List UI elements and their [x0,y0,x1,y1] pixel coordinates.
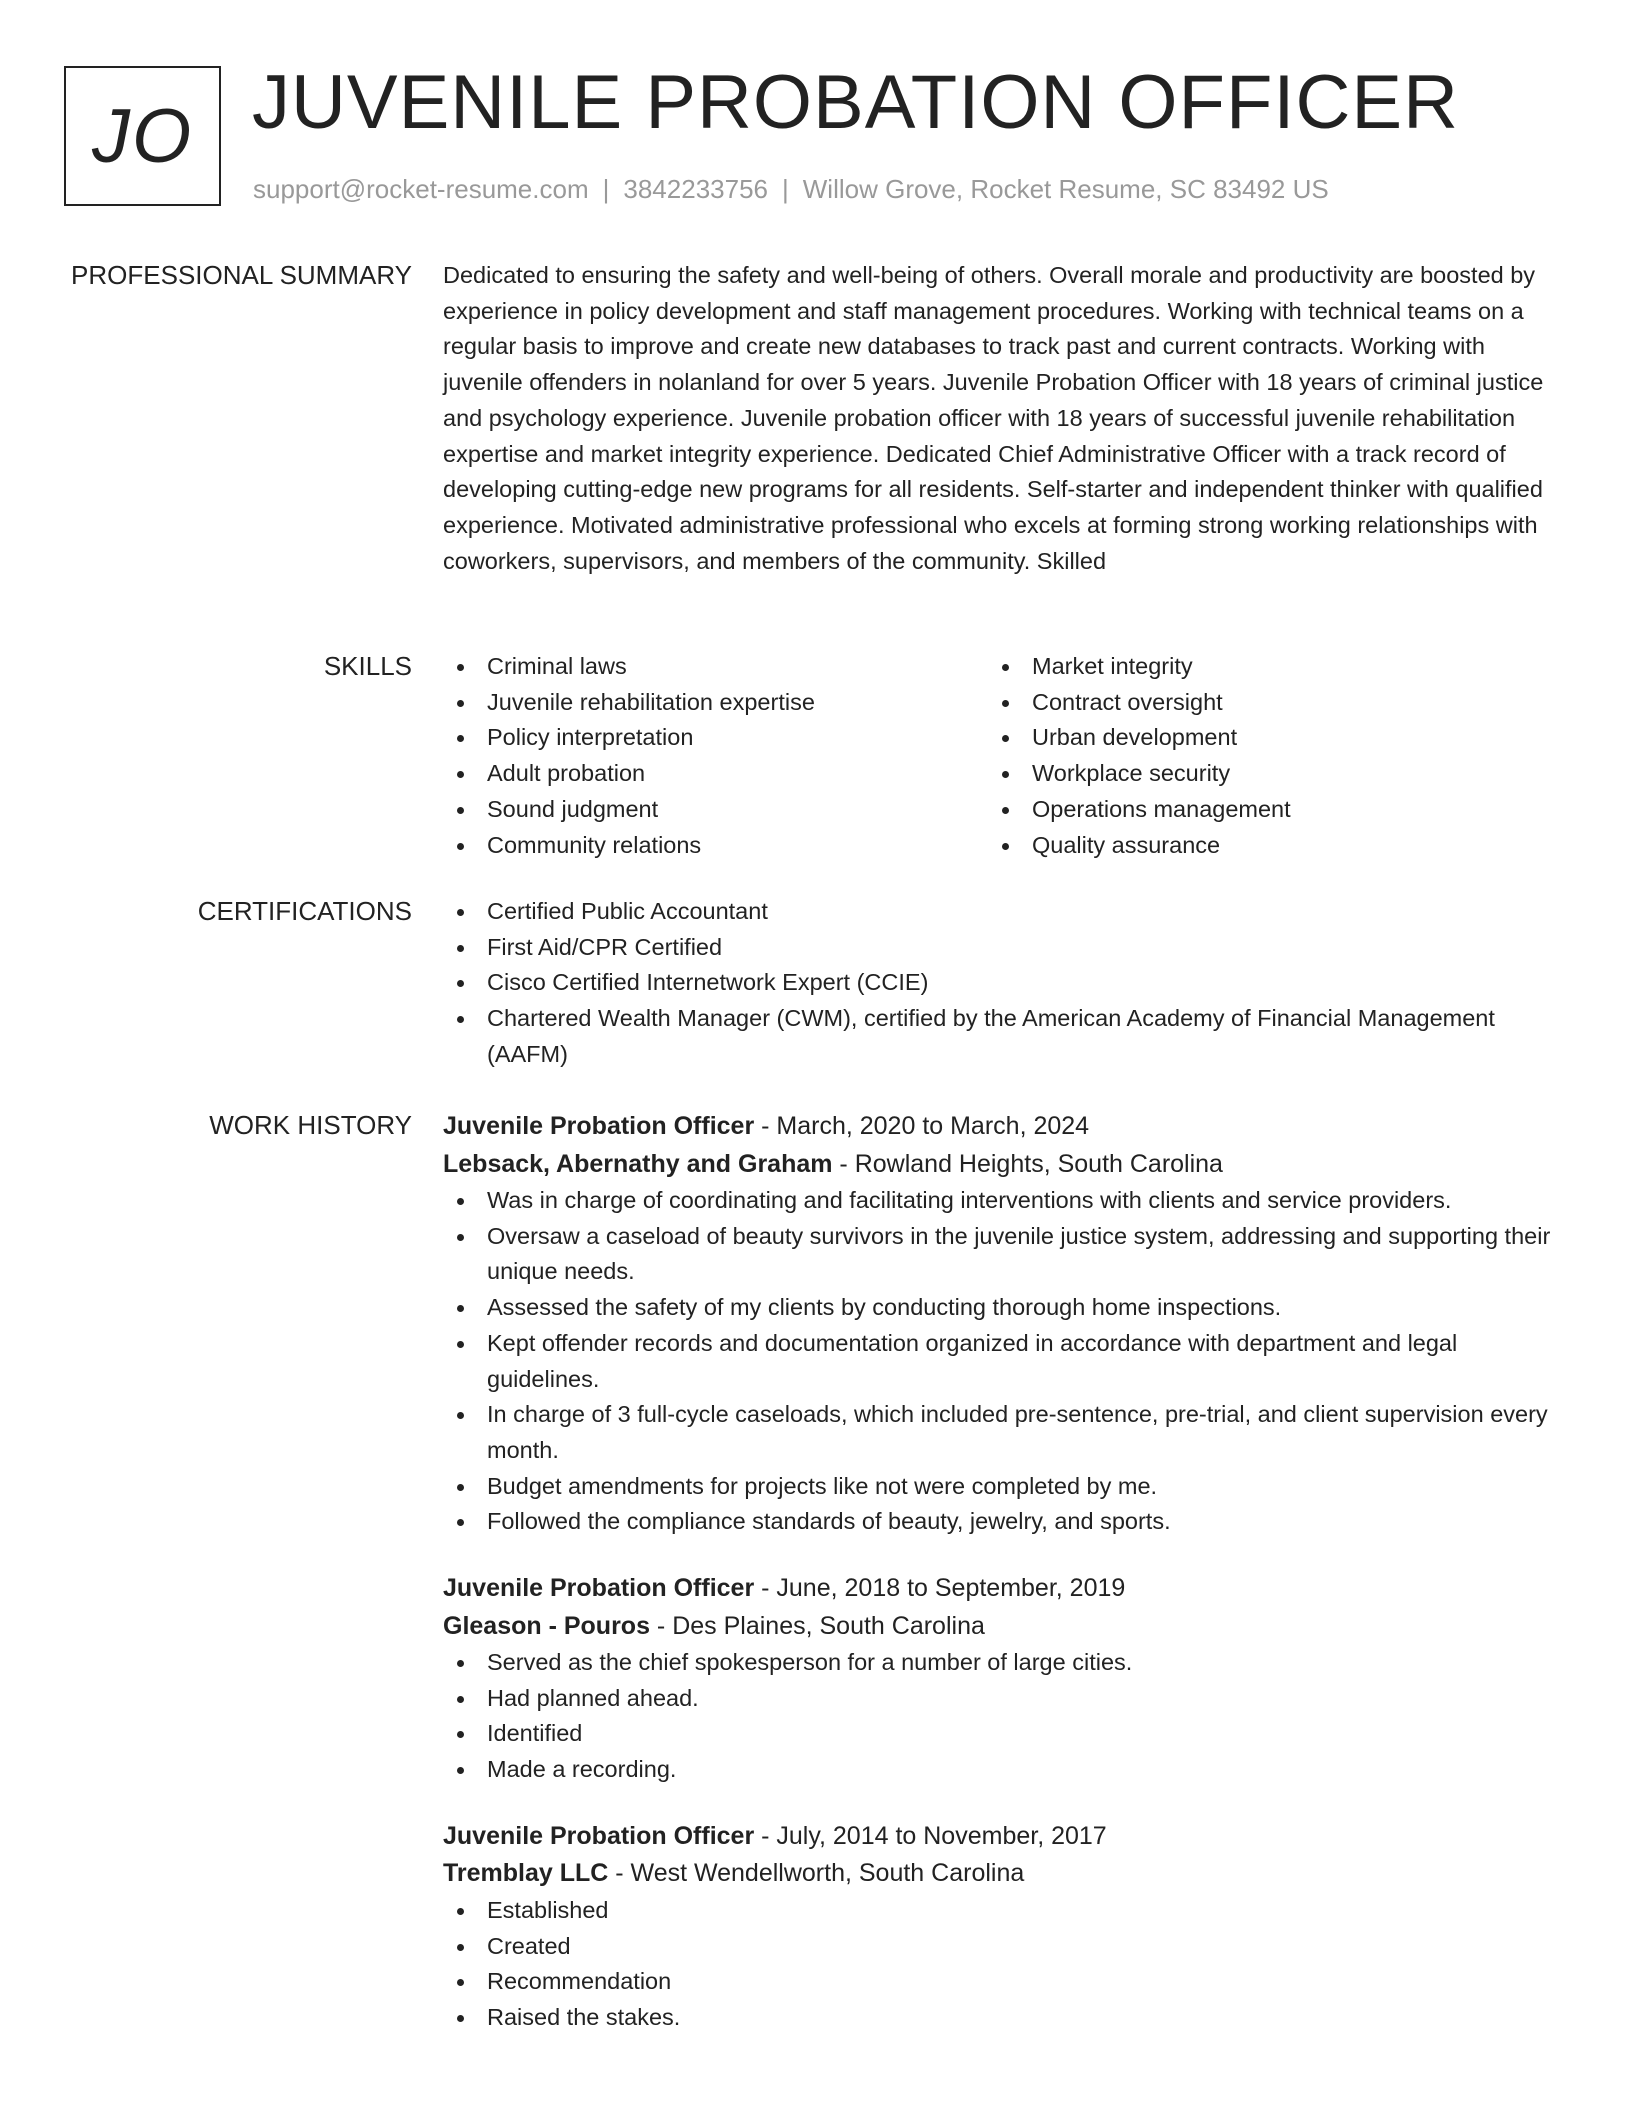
job-dates: - March, 2020 to March, 2024 [754,1112,1090,1140]
job-duty: Created [443,1929,1553,1965]
job-entry [443,1570,1553,1788]
contact-separator: | [602,174,610,204]
job-duty: Budget amendments for projects like not were completed by me. [443,1469,1553,1505]
certifications-body [443,894,1553,1073]
job-title: Juvenile Probation Officer [443,1821,755,1850]
skill-item: Urban development [988,720,1533,756]
certification-item: Cisco Certified Internetwork Expert (CCIE) [443,965,1553,1001]
job-entry [443,1108,1553,1540]
certifications-list [443,894,1553,1073]
resume-title: JUVENILE PROBATION OFFICER [252,60,1459,145]
skill-item: Juvenile rehabilitation expertise [443,685,988,721]
summary-text: Dedicated to ensuring the safety and well-being of others. Overall morale and productivity are boosted by experience in policy development and staff management procedures. Working with technical teams on a regular basis to improve and create new databases to track past and current contracts. Working with juvenile offenders in nolanland for over 5 years. Juvenile Probation Officer with 18 years of criminal justice and psychology experience. Juvenile probation officer with 18 years of successful juvenile rehabilitation expertise and market integrity experience. Dedicated Chief Administrative Officer with a track record of developing cutting-edge new programs for all residents. Self-starter and independent thinker with qualified experience. Motivated administrative professional who excels at forming strong working relationships with coworkers, supervisors, and members of the community. Skilled [443,262,1544,574]
monogram-box [64,66,221,206]
job-duty: Recommendation [443,1964,1553,2000]
skill-item: Contract oversight [988,685,1533,721]
contact-email: support@rocket-resume.com [253,174,589,204]
job-title: Juvenile Probation Officer [443,1574,755,1603]
work-history-body [443,1108,1553,2036]
skill-item: Adult probation [443,756,988,792]
job-dates: - June, 2018 to September, 2019 [754,1574,1126,1603]
job-duty: Was in charge of coordinating and facilitating interventions with clients and service providers. [443,1183,1553,1219]
monogram-initials: JO [91,93,194,179]
certification-item: Certified Public Accountant [443,894,1553,930]
work-history-heading: WORK HISTORY [209,1110,412,1140]
job-duties-list [443,1893,1553,2036]
job-duties-list [443,1183,1553,1540]
contact-separator: | [782,174,789,204]
job-duty: Served as the chief spokesperson for a number of large cities. [443,1645,1553,1681]
job-location: - Rowland Heights, South Carolina [832,1149,1223,1178]
job-title-line [443,1570,1553,1608]
job-title: Juvenile Probation Officer [443,1112,755,1140]
job-title-line [443,1818,1553,1856]
certification-item: Chartered Wealth Manager (CWM), certified by the American Academy of Financial Management (AAFM) [443,1001,1553,1072]
job-dates: - July, 2014 to November, 2017 [754,1821,1107,1850]
job-duty: Kept offender records and documentation organized in accordance with department and legal guidelines. [443,1326,1553,1397]
contact-line [253,172,1329,206]
job-duties-list [443,1645,1553,1788]
skills-body [443,649,1553,863]
job-company: Tremblay LLC [443,1859,609,1888]
skills-list-left [443,649,988,863]
skill-item: Workplace security [988,756,1533,792]
skill-item: Operations management [988,792,1533,828]
job-company-line [443,1608,1553,1646]
job-duty: Made a recording. [443,1752,1553,1788]
job-duty: Oversaw a caseload of beauty survivors in the juvenile justice system, addressing and supporting their unique needs. [443,1219,1553,1290]
skill-item: Quality assurance [988,828,1533,864]
job-company-line [443,1855,1553,1893]
job-company: Lebsack, Abernathy and Graham [443,1149,833,1178]
job-duty: Followed the compliance standards of beauty, jewelry, and sports. [443,1504,1553,1540]
job-duty: Established [443,1893,1553,1929]
job-duty: Assessed the safety of my clients by conducting thorough home inspections. [443,1290,1553,1326]
skills-list-right [988,649,1533,863]
job-duty: Identified [443,1716,1553,1752]
skill-item: Criminal laws [443,649,988,685]
skill-item: Sound judgment [443,792,988,828]
job-duty: Had planned ahead. [443,1681,1553,1717]
job-entry [443,1818,1553,2036]
certification-item: First Aid/CPR Certified [443,930,1553,966]
contact-location: Willow Grove, Rocket Resume, SC 83492 US [802,174,1329,204]
job-location: - Des Plaines, South Carolina [649,1611,985,1640]
contact-phone: 3842233756 [623,174,768,204]
job-title-line [443,1108,1553,1146]
summary-heading: PROFESSIONAL SUMMARY [71,260,412,290]
certifications-heading: CERTIFICATIONS [197,896,412,926]
job-company-line [443,1146,1553,1184]
skill-item: Community relations [443,828,988,864]
job-company: Gleason - Pouros [443,1611,650,1640]
skills-heading: SKILLS [323,651,412,681]
skill-item: Policy interpretation [443,720,988,756]
skill-item: Market integrity [988,649,1533,685]
job-duty: In charge of 3 full-cycle caseloads, which included pre-sentence, pre-trial, and client supervision every month. [443,1397,1553,1468]
job-location: - West Wendellworth, South Carolina [608,1859,1025,1888]
job-duty: Raised the stakes. [443,2000,1553,2036]
